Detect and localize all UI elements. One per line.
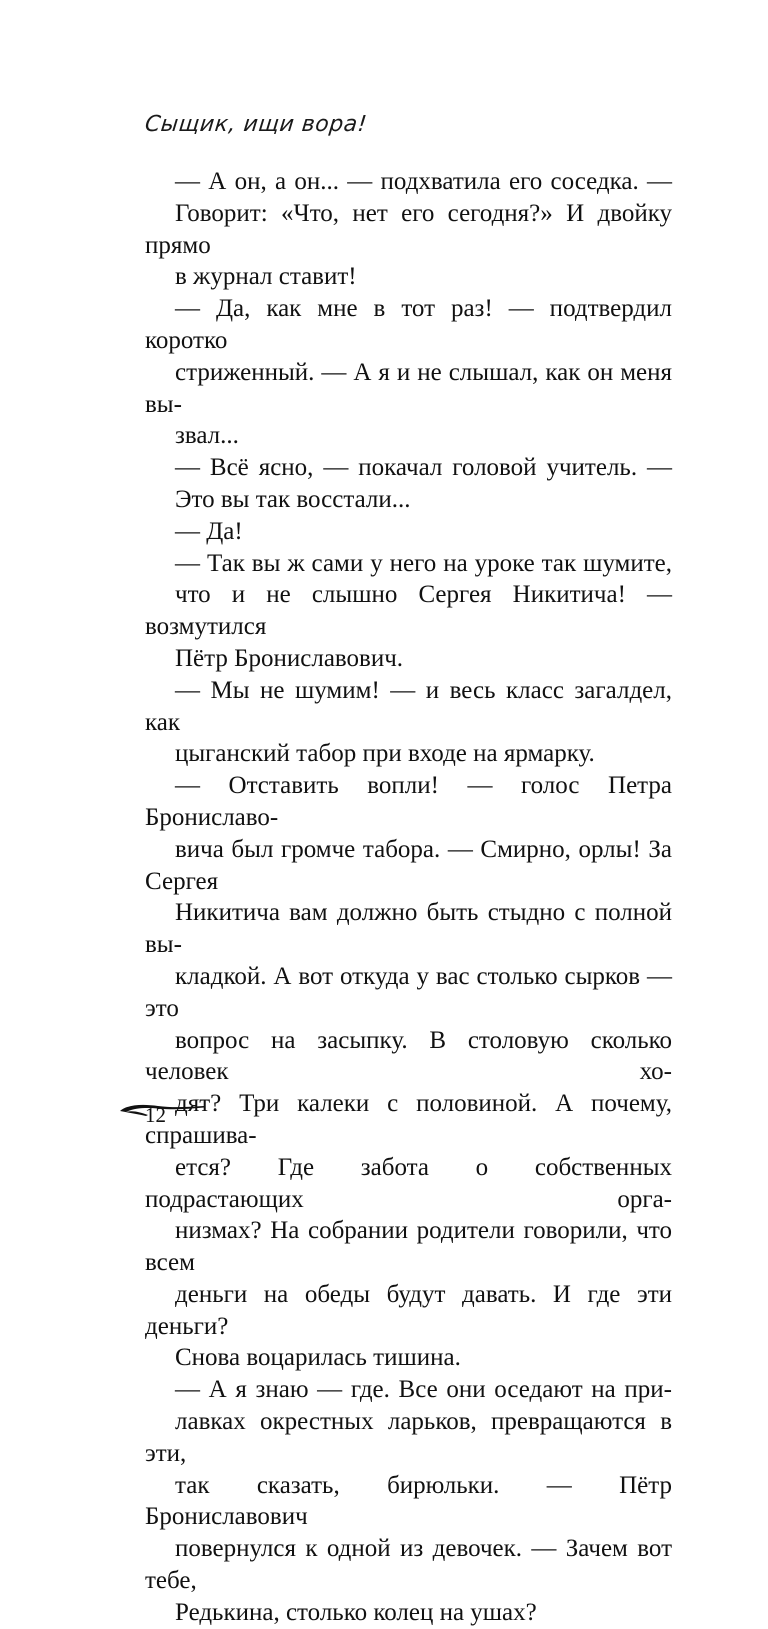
text-line: ется? Где забота о собственных подрастающих орга-: [145, 1153, 672, 1213]
text-line: — Да!: [175, 517, 243, 545]
text-line: так сказать, бирюльки. — Пётр Брониславович: [145, 1471, 672, 1531]
text-line: Говорит: «Что, нет его сегодня?» И двойку прямо: [145, 199, 672, 259]
text-line: что и не слышно Сергея Никитича! — возмутился: [145, 581, 672, 641]
text-line: вича был громче табора. — Смирно, орлы! За Сергея: [145, 835, 672, 895]
text-line: вопрос на засыпку. В столовую сколько человек хо-: [145, 1026, 672, 1086]
text-line: Снова воцарилась тишина.: [175, 1344, 461, 1372]
paragraph: [145, 770, 672, 1342]
text-line: стриженный. — А я и не слышал, как он меня вы-: [145, 358, 672, 418]
page-number: 12: [145, 1103, 166, 1127]
paragraph: [145, 293, 672, 452]
text-line: — А я знаю — где. Все они оседают на при-: [175, 1376, 672, 1404]
paragraph: [145, 1342, 672, 1374]
text-line: кладкой. А вот откуда у вас столько сырков — это: [145, 962, 672, 1022]
paragraph: [145, 1374, 672, 1628]
text-line: — Да, как мне в тот раз! — подтвердил коротко: [145, 295, 672, 354]
text-line: Это вы так восстали...: [175, 485, 411, 513]
text-line: низмах? На собрании родители говорили, что всем: [145, 1217, 672, 1277]
text-line: — Так вы ж сами у него на уроке так шумите,: [175, 549, 672, 577]
text-line: — Всё ясно, — покачал головой учитель. —: [175, 454, 672, 482]
text-line: деньги на обеды будут давать. И где эти деньги?: [145, 1280, 672, 1340]
paragraph: [145, 452, 672, 516]
text-line: Пётр Брониславович.: [175, 644, 404, 672]
text-line: повернулся к одной из девочек. — Зачем вот тебе,: [145, 1535, 672, 1595]
running-head: Сыщик, ищи вора!: [143, 112, 369, 137]
paragraph: [145, 166, 672, 293]
text-line: цыганский табор при входе на ярмарку.: [175, 740, 595, 768]
paragraph: [145, 675, 672, 770]
text-line: дят? Три калеки с половиной. А почему, спрашива-: [145, 1090, 672, 1149]
body-text: [145, 166, 672, 1629]
text-line: Редькина, столько колец на ушах?: [175, 1598, 537, 1626]
text-line: — Мы не шумим! — и весь класс загалдел, как: [145, 676, 672, 736]
text-line: звал...: [175, 422, 239, 450]
text-line: лавках окрестных ларьков, превращаются в эти,: [145, 1408, 672, 1467]
paragraph: [145, 548, 672, 675]
text-line: Никитича вам должно быть стыдно с полной вы-: [145, 899, 672, 959]
text-line: — Отставить вопли! — голос Петра Брониславо-: [145, 772, 672, 831]
paragraph: [145, 516, 672, 548]
page-folio: [118, 1098, 208, 1132]
text-line: в журнал ставит!: [175, 263, 357, 291]
text-line: — А он, а он... — подхватила его соседка. —: [175, 168, 672, 195]
